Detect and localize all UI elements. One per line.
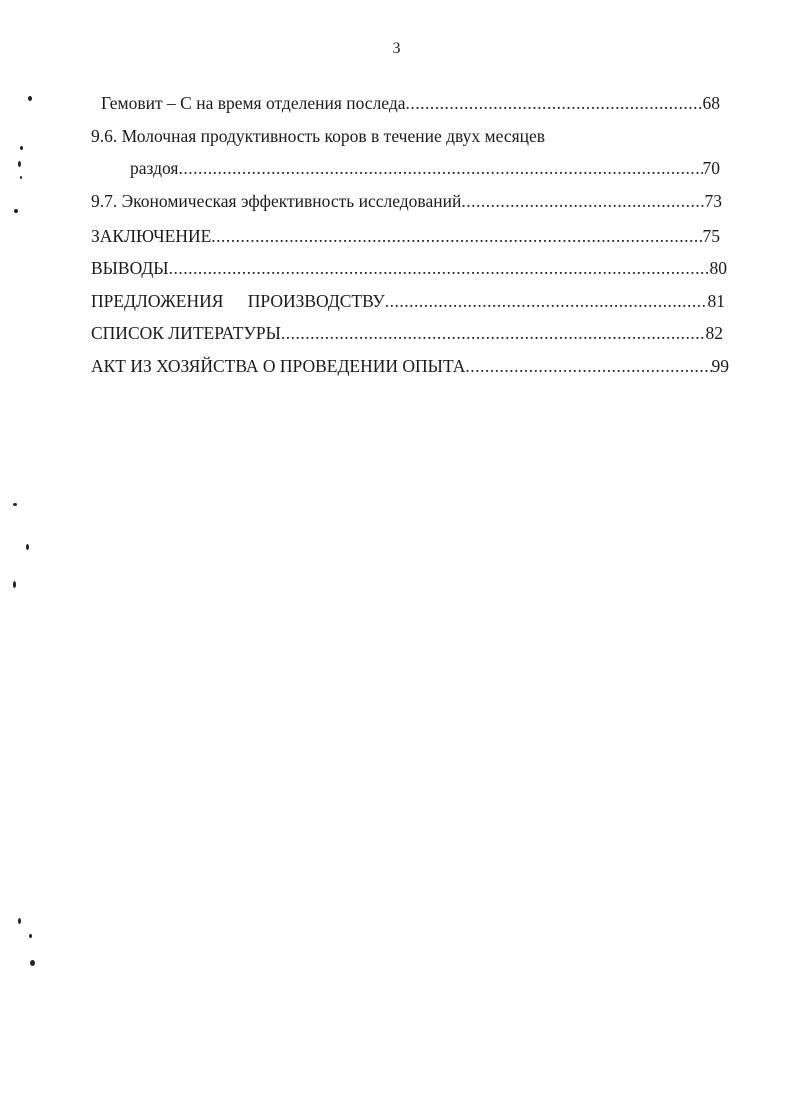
toc-entry-title: ВЫВОДЫ xyxy=(91,258,169,278)
toc-entry xyxy=(91,257,727,279)
toc-entry-page: 82 xyxy=(705,323,723,343)
toc-entry-title: АКТ ИЗ ХОЗЯЙСТВА О ПРОВЕДЕНИИ ОПЫТА xyxy=(91,356,466,376)
dot-leader xyxy=(406,92,703,114)
dot-leader xyxy=(461,190,704,212)
toc-entry-page: 75 xyxy=(702,226,720,246)
toc-entry-page: 73 xyxy=(704,191,722,211)
scan-speck xyxy=(13,503,17,506)
toc-entry-title: Гемовит – С на время отделения последа xyxy=(101,93,406,113)
page-number: 3 xyxy=(392,40,401,57)
scan-speck xyxy=(28,96,32,101)
scan-speck xyxy=(18,918,21,924)
scan-speck xyxy=(18,161,21,167)
dot-leader xyxy=(178,157,702,179)
dot-leader xyxy=(281,322,706,344)
scan-speck xyxy=(13,581,16,588)
toc-entry xyxy=(101,92,720,114)
scan-speck xyxy=(30,960,35,966)
toc-entry xyxy=(91,322,723,344)
toc-entry-page: 80 xyxy=(709,258,727,278)
scan-speck xyxy=(26,544,29,550)
dot-leader xyxy=(385,290,708,312)
toc-entry xyxy=(91,290,725,312)
dot-leader xyxy=(211,225,702,247)
toc-entry-title: раздоя xyxy=(130,158,179,178)
toc-entry-title: ЗАКЛЮЧЕНИЕ xyxy=(91,226,212,246)
toc-entry-page: 70 xyxy=(702,158,720,178)
dot-leader xyxy=(465,355,711,377)
scan-speck xyxy=(14,209,18,213)
toc-entry-title: ПРЕДЛОЖЕНИЯ ПРОИЗВОДСТВУ xyxy=(91,291,385,311)
scan-speck xyxy=(29,934,32,938)
scan-speck xyxy=(20,176,22,179)
toc-entry xyxy=(91,355,729,377)
toc-entry-title: СПИСОК ЛИТЕРАТУРЫ xyxy=(91,323,281,343)
toc-entry xyxy=(91,225,720,247)
toc-entry-page: 81 xyxy=(707,291,725,311)
toc-entry-page: 99 xyxy=(711,356,729,376)
toc-entry-title: 9.6. Молочная продуктивность коров в течение двух месяцев xyxy=(91,126,546,146)
toc-entry-page: 68 xyxy=(702,93,720,113)
toc-entry xyxy=(91,125,621,147)
dot-leader xyxy=(169,257,710,279)
toc-entry xyxy=(91,190,722,212)
toc-entry-title: 9.7. Экономическая эффективность исследований xyxy=(91,191,462,211)
scan-speck xyxy=(20,146,23,150)
toc-entry xyxy=(130,157,720,179)
